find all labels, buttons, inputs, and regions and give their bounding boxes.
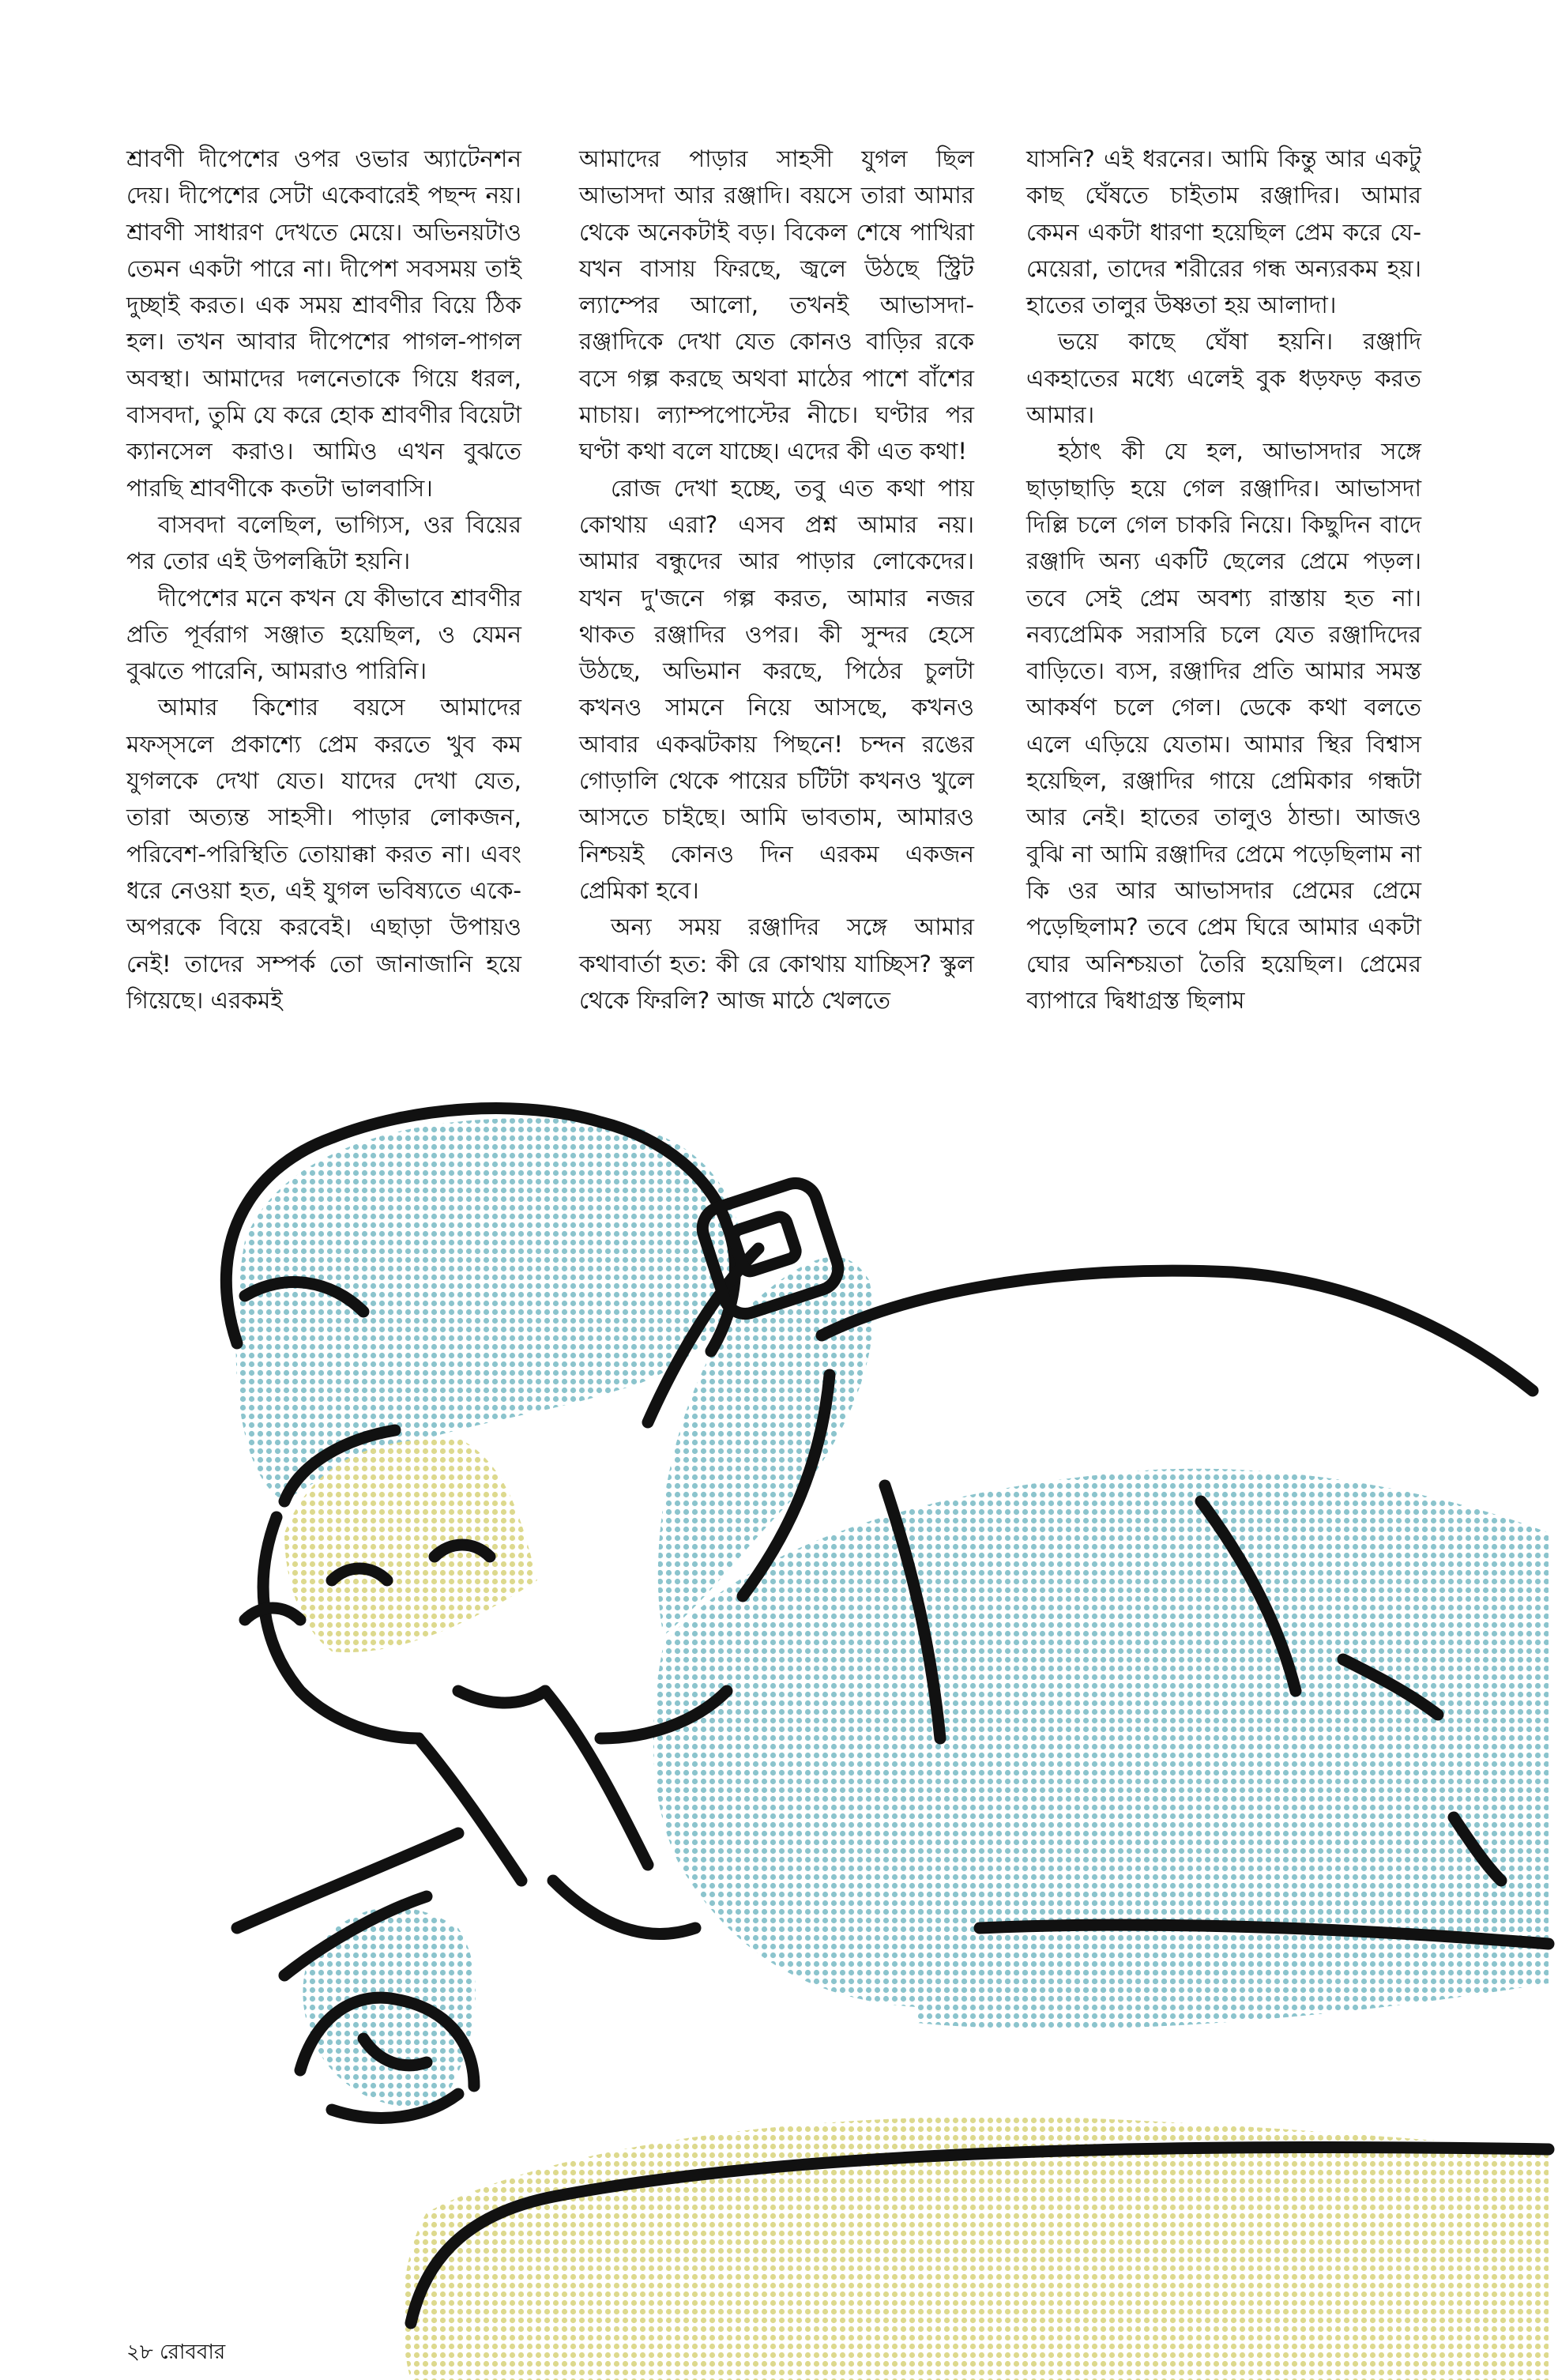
paragraph: শ্রাবণী দীপেশের ওপর ওভার অ্যাটেনশন দেয়। দীপেশের সেটা একেবারেই পছন্দ নয়। শ্রাবণী সাধারণ দেখতে মেয়ে। অভিনয়টাও তেমন একটা পারে না। দীপেশ সবসময় তাই দুচ্ছাই করত। এক সময় শ্রাবণীর বিয়ে ঠিক হল। তখন আবার দীপেশের পাগল-পাগল অবস্থা। আমাদের দলনেতাকে গিয়ে ধরল, বাসবদা, তুমি যে করে হোক শ্রাবণীর বিয়েটা ক্যানসেল করাও। আমিও এখন বুঝতে পারছি শ্রাবণীকে কতটা ভালবাসি। xyxy=(126,145,521,502)
text-column-1 xyxy=(126,141,521,1019)
illustration-person-with-phone xyxy=(47,1090,1558,2380)
text-column-3 xyxy=(1026,141,1421,1019)
paragraph: অন্য সময় রঞ্জাদির সঙ্গে আমার কথাবার্তা হত: কী রে কোথায় যাচ্ছিস? স্কুল থেকে ফিরলি? আজ মাঠে খেলতে xyxy=(579,913,974,1014)
paragraph: বাসবদা বলেছিল, ভাগ্যিস, ওর বিয়ের পর তোর এই উপলব্ধিটা হয়নি। xyxy=(126,510,521,575)
paragraph: আমার কিশোর বয়সে আমাদের মফস্‌সলে প্রকাশ্যে প্রেম করতে খুব কম যুগলকে দেখা যেত। যাদের দেখা যেত, তারা অত্যন্ত সাহসী। পাড়ার লোকজন, পরিবেশ-পরিস্থিতি তোয়াক্কা করত না। এবং ধরে নেওয়া হত, এই যুগল ভবিষ্যতে একে-অপরকে বিয়ে করবেই। এছাড়া উপায়ও নেই! তাদের সম্পর্ক তো জানাজানি হয়ে গিয়েছে। এরকমই xyxy=(126,694,521,1014)
paragraph: ভয়ে কাছে ঘেঁষা হয়নি। রঞ্জাদি একহাতের মধ্যে এলেই বুক ধড়ফড় করত আমার। xyxy=(1026,328,1421,429)
paragraph: আমাদের পাড়ার সাহসী যুগল ছিল আভাসদা আর রঞ্জাদি। বয়সে তারা আমার থেকে অনেকটাই বড়। বিকেল শেষে পাখিরা যখন বাসায় ফিরছে, জ্বলে উঠছে স্ট্রিট ল্যাম্পের আলো, তখনই আভাসদা-রঞ্জাদিকে দেখা যেত কোনও বাড়ির রকে বসে গল্প করছে অথবা মাঠের পাশে বাঁশের মাচায়। ল্যাম্পপোস্টের নীচে। ঘণ্টার পর ঘণ্টা কথা বলে যাচ্ছে। এদের কী এত কথা! xyxy=(579,145,974,465)
paragraph: দীপেশের মনে কখন যে কীভাবে শ্রাবণীর প্রতি পূর্বরাগ সঞ্জাত হয়েছিল, ও যেমন বুঝতে পারেনি, আমরাও পারিনি। xyxy=(126,584,521,685)
page-footer: ২৮ রোববার xyxy=(126,2340,226,2364)
text-column-2 xyxy=(579,141,974,1019)
paragraph: রোজ দেখা হচ্ছে, তবু এত কথা পায় কোথায় এরা? এসব প্রশ্ন আমার নয়। আমার বন্ধুদের আর পাড়ার লোকেদের। যখন দু'জনে গল্প করত, আমার নজর থাকত রঞ্জাদির ওপর। কী সুন্দর হেসে উঠছে, অভিমান করছে, পিঠের চুলটা কখনও সামনে নিয়ে আসছে, কখনও আবার একঝটকায় পিছনে! চন্দন রঙের গোড়ালি থেকে পায়ের চটিটা কখনও খুলে আসতে চাইছে। আমি ভাবতাম, আমারও নিশ্চয়ই কোনও দিন এরকম একজন প্রেমিকা হবে। xyxy=(579,474,974,904)
paragraph: হঠাৎ কী যে হল, আভাসদার সঙ্গে ছাড়াছাড়ি হয়ে গেল রঞ্জাদির। আভাসদা দিল্লি চলে গেল চাকরি নিয়ে। কিছুদিন বাদে রঞ্জাদি অন্য একটি ছেলের প্রেমে পড়ল। তবে সেই প্রেম অবশ্য রাস্তায় হত না। নব্যপ্রেমিক সরাসরি চলে যেত রঞ্জাদিদের বাড়িতে। ব্যস, রঞ্জাদির প্রতি আমার সমস্ত আকর্ষণ চলে গেল। ডেকে কথা বলতে এলে এড়িয়ে যেতাম। আমার স্থির বিশ্বাস হয়েছিল, রঞ্জাদির গায়ে প্রেমিকার গন্ধটা আর নেই। হাতের তালুও ঠান্ডা। আজও বুঝি না আমি রঞ্জাদির প্রেমে পড়েছিলাম না কি ওর আর আভাসদার প্রেমের প্রেমে পড়েছিলাম? তবে প্রেম ঘিরে আমার একটা ঘোর অনিশ্চয়তা তৈরি হয়েছিল। প্রেমের ব্যাপারে দ্বিধাগ্রস্ত ছিলাম xyxy=(1026,438,1421,1014)
paragraph: যাসনি? এই ধরনের। আমি কিন্তু আর একটু কাছ ঘেঁষতে চাইতাম রঞ্জাদির। আমার কেমন একটা ধারণা হয়েছিল প্রেম করে যে-মেয়েরা, তাদের শরীরের গন্ধ অন্যরকম হয়। হাতের তালুর উষ্ণতা হয় আলাদা। xyxy=(1026,145,1421,319)
